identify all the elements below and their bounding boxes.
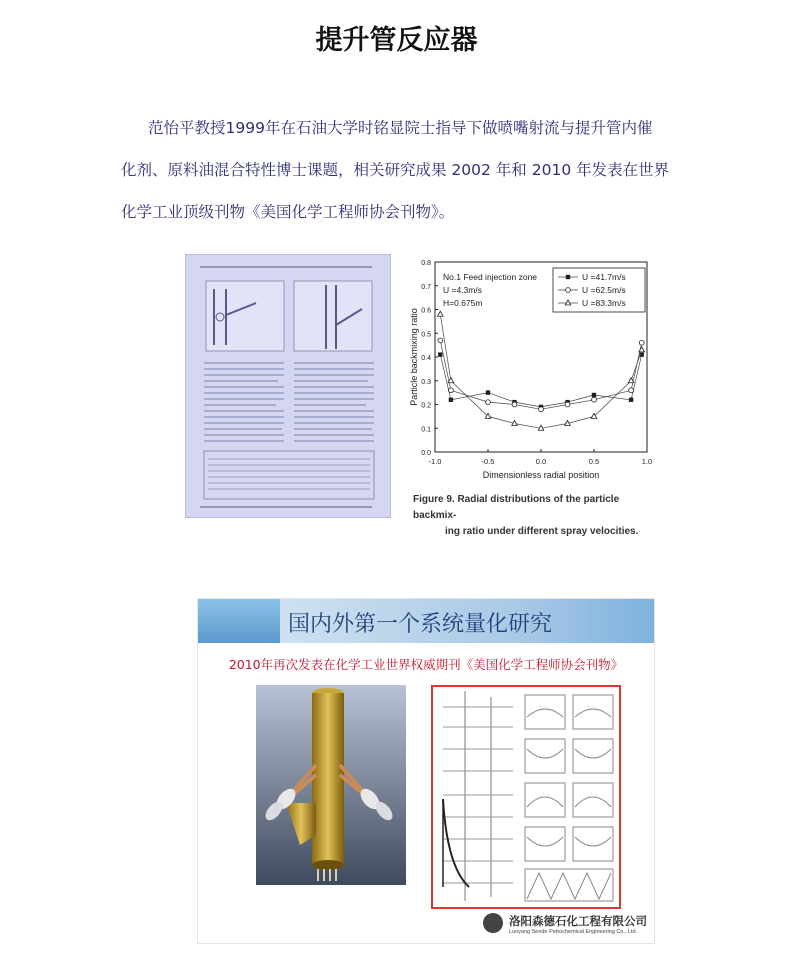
y-tick-label: 0.3 [421,378,431,386]
legend-marker [566,275,570,279]
legend-label: U =41.7m/s [582,272,626,282]
page-title: 提升管反应器 [315,25,478,56]
y-tick-label: 0.8 [421,260,431,267]
data-point [539,407,544,412]
paragraph-line-3: 化学工业顶级刊物《美国化学工程师协会刊物》。 [121,203,455,221]
y-tick-label: 0.2 [421,402,431,410]
y-tick-label: 0.5 [421,331,431,339]
riser-3d-model [256,685,406,885]
figure-caption-line-1: Figure 9. Radial distributions of the particle backmix- [413,494,620,521]
legend-label: U =62.5m/s [582,285,626,295]
data-point [438,352,442,356]
presentation-slide [197,598,655,944]
y-tick-label: 0.1 [421,426,431,434]
x-tick-label: 1.0 [641,457,653,466]
annotation-line: No.1 Feed injection zone [443,272,538,282]
paper-excerpt-graphic [433,687,619,907]
x-tick-label: -1.0 [428,457,442,466]
scanned-paper-graphic [186,255,390,517]
data-point [449,398,453,402]
data-point [512,402,517,407]
paragraph-line-2: 化剂、原料油混合特性博士课题，相关研究成果 2002 年和 2010 年发表在世界 [121,161,670,179]
paragraph-line-1: 范怡平教授1999年在石油大学时铭显院士指导下做喷嘴射流与提升管内催 [148,119,653,137]
y-tick-label: 0.4 [421,355,431,362]
company-logo-icon [483,913,503,933]
paper-excerpt-panel [431,685,621,909]
y-tick-label: 0.7 [421,283,431,291]
data-point [486,400,491,405]
data-point [639,340,644,345]
figure-caption [413,492,663,540]
data-point [592,393,596,397]
scanned-paper-image [185,254,391,518]
data-point [592,397,597,402]
x-tick-label: -0.5 [481,457,495,466]
y-tick-label: 0.0 [421,450,431,457]
company-name-cn: 洛阳森德石化工程有限公司 [509,914,647,928]
data-point [639,347,645,352]
series-line [440,355,641,407]
data-point [629,398,633,402]
data-point [565,402,570,407]
x-tick-label: 0.0 [535,457,547,466]
riser-model-graphic [256,685,406,885]
data-point [449,388,454,393]
company-name-en: Luoyang Sende Petrochemical Engineering Co., Ltd. [509,929,638,935]
slide-subtitle: 2010年再次发表在化学工业世界权威期刊《美国化学工程师协会刊物》 [228,657,624,672]
chart-svg [405,250,670,490]
data-point [629,388,634,393]
slide-banner-tab [198,599,280,643]
data-point [438,338,443,343]
legend-label: U =83.3m/s [582,298,626,308]
annotation-line: H=0.675m [443,298,483,308]
y-tick-label: 0.6 [421,307,431,315]
x-tick-label: 0.5 [588,457,600,466]
y-axis-label: Particle backmixing ratio [409,308,419,406]
series-line [440,340,641,409]
data-point [486,390,490,394]
x-axis-label: Dimensionless radial position [482,470,600,480]
slide-title: 国内外第一个系统量化研究 [288,612,553,637]
figure-caption-line-2: ing ratio under different spray velocities. [445,526,639,537]
data-point [438,311,444,316]
annotation-line: U =4.3m/s [443,285,482,295]
backmixing-chart [405,250,670,530]
legend-marker [566,288,571,293]
